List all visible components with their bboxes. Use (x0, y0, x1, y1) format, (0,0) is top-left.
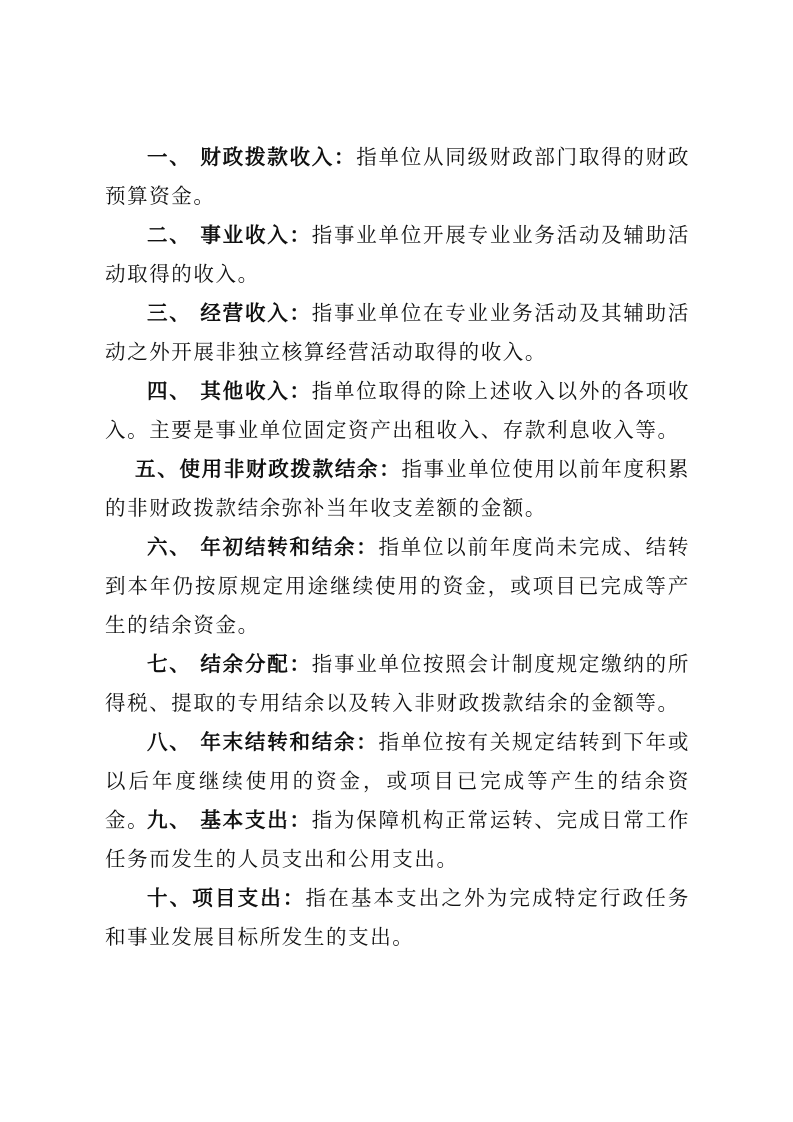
definition-term: 八、 年末结转和结余： (147, 730, 379, 754)
definition-text: 指事业单位使用以前年度积累的非财政拨款结余弥补当年收支差额的金额。 (105, 457, 690, 520)
definition-term: 六、 年初结转和结余： (147, 535, 379, 559)
definition-term: 五、使用非财政拨款结余： (135, 457, 402, 481)
definition-term: 九、 基本支出： (147, 808, 312, 832)
definition-term: 三、 经营收入： (147, 301, 312, 325)
definition-term: 七、 结余分配： (147, 652, 312, 676)
definition-text: 指单位取得的除上述收入以外的各项收入。主要是事业单位固定资产出租收入、存款利息收入等。 (105, 379, 691, 442)
definition-text: 指单位按有关规定结转到下年或以后年度继续使用的资金，或项目已完成等产生的结余资金。 (105, 730, 690, 832)
definition-paragraph-3 (105, 294, 690, 372)
definition-text: 指事业单位在专业业务活动及其辅助活动之外开展非独立核算经营活动取得的收入。 (105, 301, 691, 364)
definition-text: 指单位从同级财政部门取得的财政预算资金。 (105, 145, 691, 208)
definition-paragraph-6 (105, 528, 690, 645)
definition-text: 指事业单位按照会计制度规定缴纳的所得税、提取的专用结余以及转入非财政拨款结余的金额等。 (105, 652, 691, 715)
definition-paragraph-5 (105, 450, 690, 528)
definition-paragraph-9 (105, 801, 690, 879)
definition-term: 十、项目支出： (147, 886, 306, 910)
definition-text: 指事业单位开展专业业务活动及辅助活动取得的收入。 (105, 223, 691, 286)
definition-term: 二、 事业收入： (147, 223, 312, 247)
definition-paragraph-4 (105, 372, 690, 450)
definition-text: 指在基本支出之外为完成特定行政任务和事业发展目标所发生的支出。 (105, 886, 691, 949)
definition-text: 指单位以前年度尚未完成、结转到本年仍按原规定用途继续使用的资金，或项目已完成等产生的结余资金。 (105, 535, 690, 637)
definition-term: 一、 财政拨款收入： (147, 145, 357, 169)
definition-term: 四、 其他收入： (147, 379, 312, 403)
definition-paragraph-2 (105, 216, 690, 294)
definition-paragraph-7 (105, 645, 690, 723)
definition-text: 指为保障机构正常运转、完成日常工作任务而发生的人员支出和公用支出。 (105, 808, 691, 871)
definition-paragraph-1 (105, 138, 690, 216)
definition-paragraph-10 (105, 879, 690, 957)
